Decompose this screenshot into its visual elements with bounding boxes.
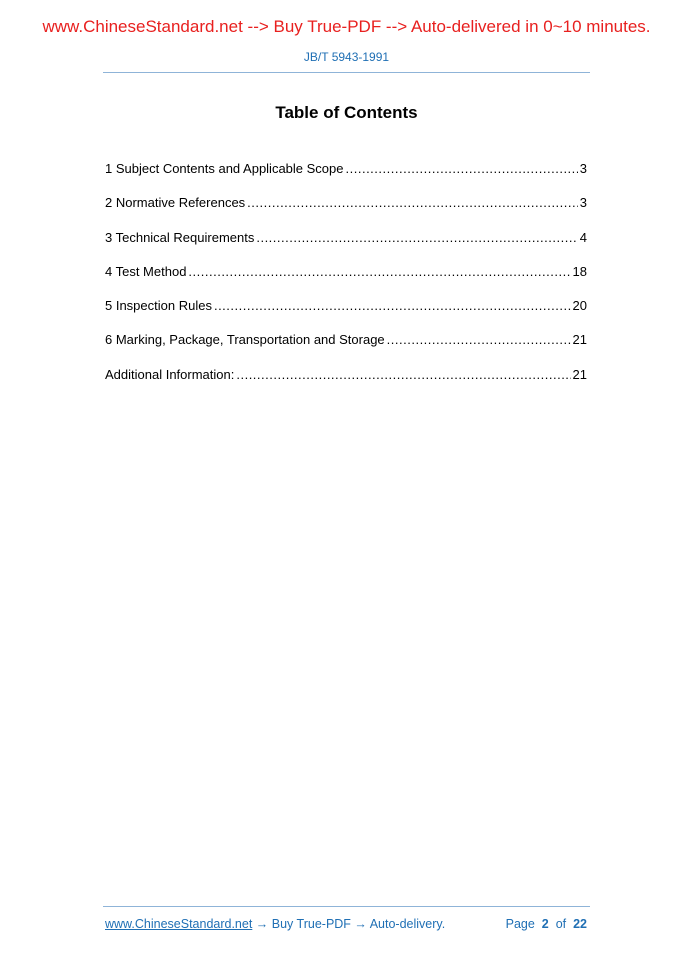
- footer-site-link[interactable]: www.ChineseStandard.net: [105, 917, 253, 931]
- toc-entry-label: 6 Marking, Package, Transportation and Storage: [105, 332, 385, 348]
- toc-dot-leader: [346, 161, 578, 176]
- toc-entry-page: 18: [572, 263, 587, 279]
- toc-entry-page: 21: [572, 332, 587, 348]
- toc-dot-leader: [214, 298, 571, 313]
- toc-entry-label: Additional Information:: [105, 366, 235, 382]
- toc-list: [105, 161, 587, 401]
- toc-dot-leader: [247, 195, 578, 210]
- toc-dot-leader: [387, 332, 571, 347]
- toc-entry[interactable]: [105, 367, 587, 401]
- toc-dot-leader: [256, 230, 577, 245]
- toc-entry-page: 4: [579, 229, 587, 245]
- toc-entry-label: 3 Technical Requirements: [105, 229, 255, 245]
- footer-divider: [103, 906, 590, 907]
- toc-entry[interactable]: [105, 332, 587, 366]
- toc-entry[interactable]: [105, 264, 587, 298]
- footer-promo-text: → Buy True-PDF → Auto-delivery.: [252, 917, 446, 931]
- toc-entry-page: 21: [572, 366, 587, 382]
- page-of: of: [555, 917, 567, 931]
- toc-entry-label: 2 Normative References: [105, 195, 246, 211]
- toc-entry[interactable]: [105, 230, 587, 264]
- footer-promo: [105, 917, 445, 931]
- toc-entry[interactable]: [105, 298, 587, 332]
- toc-entry-label: 4 Test Method: [105, 263, 187, 279]
- page-number: [506, 917, 587, 931]
- promo-banner: www.ChineseStandard.net --> Buy True-PDF --> Auto-delivered in 0~10 minutes.: [42, 17, 651, 36]
- toc-entry-label: 1 Subject Contents and Applicable Scope: [105, 161, 344, 176]
- current-page: 2: [541, 917, 549, 931]
- toc-entry-page: 3: [579, 195, 587, 211]
- toc-entry-label: 5 Inspection Rules: [105, 298, 212, 314]
- toc-entry-page: 3: [579, 161, 587, 176]
- header-divider: [103, 72, 590, 73]
- toc-entry[interactable]: [105, 195, 587, 229]
- toc-entry-page: 20: [572, 298, 587, 314]
- toc-dot-leader: [236, 367, 570, 382]
- toc-title: Table of Contents: [275, 103, 418, 122]
- total-pages: 22: [573, 917, 587, 931]
- toc-entry[interactable]: [105, 161, 587, 195]
- toc-dot-leader: [188, 264, 570, 279]
- page-prefix: Page: [505, 917, 535, 931]
- standard-code: JB/T 5943-1991: [303, 50, 390, 64]
- page-footer: [105, 917, 587, 931]
